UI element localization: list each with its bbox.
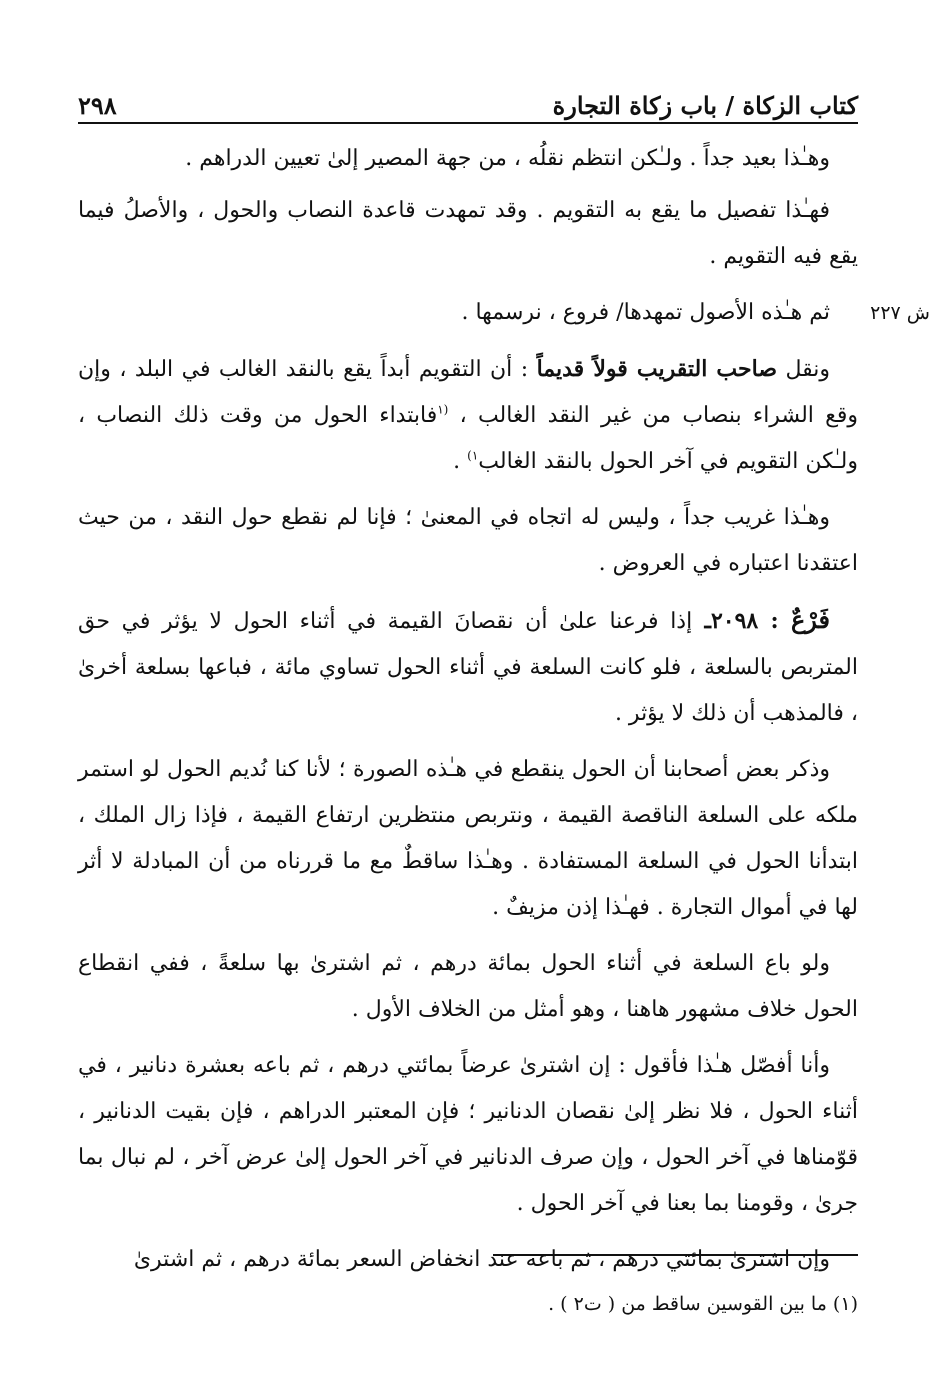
paragraph-text: فهـٰذا تفصيل ما يقع به التقويم . وقد تمهدت قاعدة النصاب والحول ، والأصلُ فيما يقع فيه التقويم . bbox=[78, 198, 858, 269]
page-number: ٢٩٨ bbox=[78, 91, 117, 120]
footnote: (١) ما بين القوسين ساقط من ( ت٢ ) . bbox=[548, 1293, 858, 1315]
paragraph-1 bbox=[78, 136, 858, 182]
footnote-marker-close: ١) bbox=[467, 448, 479, 463]
paragraph-text: : أن التقويم أبداً يقع بالنقد الغالب في البلد ، وإن وقع الشراء بنصاب من غير النقد الغالب ، bbox=[78, 357, 858, 428]
paragraph-tail: . bbox=[453, 449, 468, 474]
footnote-marker-open: (١ bbox=[437, 402, 449, 417]
paragraph-text: إذا فرعنا علىٰ أن نقصانَ القيمة في أثناء الحول لا يؤثر في حق المتربص بالسلعة ، فلو كانت السلعة في أثناء الحول تساوي مائة ، فباعها بسلعة أخرىٰ ، فالمذهب أن ذلك لا يؤثر . bbox=[78, 609, 858, 726]
far-label: فَرْعٌ bbox=[790, 605, 830, 634]
page-header bbox=[78, 84, 858, 124]
book-page bbox=[78, 84, 930, 1344]
paragraph-text: وذكر بعض أصحابنا أن الحول ينقطع في هـٰذه الصورة ؛ لأنا كنا نُديم الحول لو استمر ملكه على السلعة الناقصة القيمة ، ونتربص منتظرين ارتفاع القيمة ، فإذا زال الملك ، ابتدأنا الحول في السلعة المستفادة . وهـٰذا ساقطٌ مع ما قررناه من أن المبادلة لا أثر لها في أموال التجارة . فهـٰذا إذن مزيفٌ . bbox=[78, 757, 858, 920]
bold-phrase: صاحب التقريب قولاً قديماً bbox=[536, 356, 778, 382]
paragraph-10 bbox=[78, 1237, 858, 1283]
paragraph-3 bbox=[78, 290, 930, 336]
paragraph-text: ثم هـٰذه الأصول تمهدها/ فروع ، نرسمها . bbox=[461, 300, 830, 325]
margin-folio-note: ش ٢٢٧ bbox=[870, 302, 930, 324]
issue-number: : ٢٠٩٨ـ bbox=[692, 608, 791, 634]
main-text bbox=[78, 136, 930, 1283]
paragraph-text: وهـٰذا غريب جداً ، وليس له اتجاه في المعنىٰ ؛ فإنا لم نقطع حول النقد ، من حيث اعتقدنا اعتباره في العروض . bbox=[78, 505, 858, 576]
paragraph-9 bbox=[78, 1043, 858, 1227]
running-title: كتاب الزكاة / باب زكاة التجارة bbox=[552, 91, 858, 120]
paragraph-6 bbox=[78, 597, 858, 737]
paragraph-2 bbox=[78, 188, 858, 280]
paragraph-4 bbox=[78, 346, 858, 485]
footnote-divider bbox=[493, 1254, 858, 1256]
paragraph-text: وهـٰذا بعيد جداً . ولـٰكن انتظم نقلُه ، من جهة المصير إلىٰ تعيين الدراهم . bbox=[185, 146, 830, 171]
paragraph-text: وأنا أفصّل هـٰذا فأقول : إن اشترىٰ عرضاً بمائتي درهم ، ثم باعه بعشرة دنانير ، في أثناء الحول ، فلا نظر إلىٰ نقصان الدنانير ؛ فإن المعتبر الدراهم ، فإن بقيت الدنانير ، قوّمناها في آخر الحول ، وإن صرف الدنانير في آخر الحول إلىٰ عرض آخر ، لم نبال بما جرىٰ ، وقومنا بما بعنا في آخر الحول . bbox=[78, 1053, 858, 1216]
paragraph-5 bbox=[78, 495, 858, 587]
paragraph-8 bbox=[78, 941, 858, 1033]
paragraph-lead: ونقل bbox=[777, 357, 831, 382]
paragraph-text: ولو باع السلعة في أثناء الحول بمائة درهم ، ثم اشترىٰ بها سلعةً ، ففي انقطاع الحول خلاف مشهور هاهنا ، وهو أمثل من الخلاف الأول . bbox=[78, 951, 858, 1022]
paragraph-text: وإن اشترىٰ بمائتي درهم ، ثم باعه عند انخفاض السعر بمائة درهم ، ثم اشترىٰ bbox=[133, 1247, 830, 1272]
paragraph-7 bbox=[78, 747, 858, 931]
paragraph-text-2: فابتداء الحول من وقت ذلك النصاب ، ولـٰكن التقويم في آخر الحول بالنقد الغالب bbox=[78, 403, 858, 474]
